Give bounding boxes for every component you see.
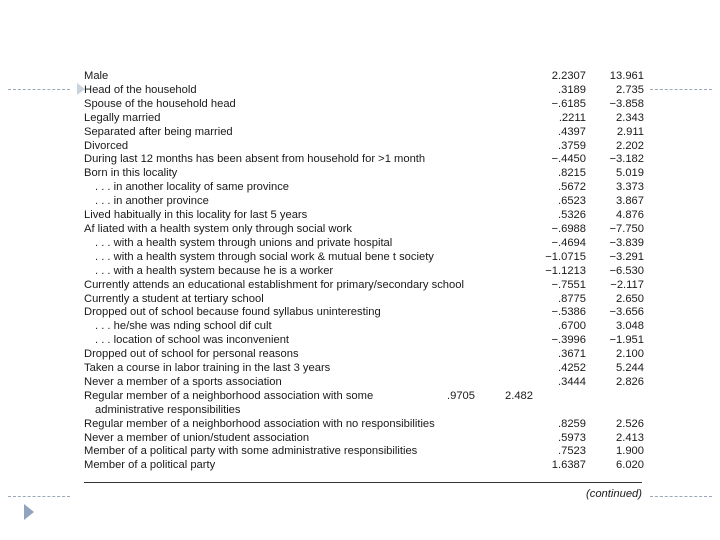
decorative-dash-line (8, 496, 70, 497)
row-label: Af liated with a health system only through social work (84, 222, 353, 235)
row-label: Taken a course in labor training in the last 3 years (84, 362, 331, 375)
table-row (84, 432, 644, 446)
row-label: Currently a student at tertiary school (84, 292, 264, 305)
row-label: Head of the household (84, 83, 197, 96)
table-row (84, 209, 644, 223)
table-row (84, 98, 644, 112)
table-row (84, 306, 644, 320)
row-label: Never a member of union/student association (84, 431, 310, 444)
row-t-statistic: 2.911 (616, 125, 644, 138)
row-coefficient: .4252 (558, 362, 586, 375)
row-label: During last 12 months has been absent from household for >1 month (84, 153, 426, 166)
row-coefficient: .9705 (447, 389, 475, 402)
row-coefficient: .6523 (558, 195, 586, 208)
row-label: Member of a political party with some administrative responsibilities (84, 445, 418, 458)
row-coefficient: −.4694 (551, 236, 586, 249)
row-t-statistic: −3.291 (609, 250, 644, 263)
table-row (84, 195, 644, 209)
row-label: Divorced (84, 139, 129, 152)
row-coefficient: .8259 (558, 417, 586, 430)
row-coefficient: .4397 (558, 125, 586, 138)
row-label: . . . he/she was nding school dif cult (95, 320, 272, 333)
row-coefficient: .5672 (558, 181, 586, 194)
row-label: Member of a political party (84, 459, 216, 472)
table-bottom-rule (84, 482, 642, 483)
decorative-dash-line (650, 89, 712, 90)
row-label: . . . with a health system through social work & mutual bene t society (95, 250, 434, 263)
row-label: . . . with a health system because he is a worker (95, 264, 334, 277)
row-coefficient: .3189 (558, 83, 586, 96)
row-label: Dropped out of school because found syllabus uninteresting (84, 306, 381, 319)
row-t-statistic: 2.826 (616, 375, 644, 388)
row-t-statistic: −3.839 (609, 236, 644, 249)
row-label: Currently attends an educational establishment for primary/secondary school (84, 278, 464, 291)
row-coefficient: −.6988 (551, 222, 586, 235)
row-t-statistic: −3.656 (609, 306, 644, 319)
table-row (84, 293, 644, 307)
row-label: Lived habitually in this locality for last 5 years (84, 209, 308, 222)
row-t-statistic: −7.750 (609, 222, 644, 235)
table-row (84, 348, 644, 362)
continued-note: (continued) (586, 488, 642, 500)
row-t-statistic: 4.876 (616, 209, 644, 222)
table-row (84, 167, 644, 181)
table-row (84, 279, 644, 293)
row-t-statistic: 2.202 (616, 139, 644, 152)
row-t-statistic: −3.182 (609, 153, 644, 166)
row-coefficient: −.6185 (551, 97, 586, 110)
table-row (84, 459, 644, 473)
table-row (84, 251, 644, 265)
slide-arrow-icon (24, 504, 34, 520)
row-t-statistic: 3.373 (616, 181, 644, 194)
row-coefficient: .8775 (558, 292, 586, 305)
row-coefficient: −.5386 (551, 306, 586, 319)
row-label: Legally married (84, 111, 161, 124)
table-row (84, 418, 644, 432)
row-coefficient: .5973 (558, 431, 586, 444)
row-coefficient: −.7551 (551, 278, 586, 291)
row-label: . . . with a health system through unions and private hospital (95, 236, 393, 249)
row-t-statistic: 1.900 (616, 445, 644, 458)
decorative-dash-line (8, 89, 70, 90)
row-t-statistic: 2.413 (616, 431, 644, 444)
table-row (84, 223, 644, 237)
row-coefficient: .3671 (558, 348, 586, 361)
row-coefficient: .5326 (558, 209, 586, 222)
table-row (84, 237, 644, 251)
row-t-statistic: −2.117 (610, 278, 644, 291)
row-t-statistic: −3.858 (609, 97, 644, 110)
row-label: Regular member of a neighborhood association with some administrative responsibilities (84, 389, 374, 416)
row-t-statistic: 5.019 (616, 167, 644, 180)
row-label: Born in this locality (84, 167, 178, 180)
row-label: Regular member of a neighborhood association with no responsibilities (84, 417, 435, 430)
row-t-statistic: 3.048 (616, 320, 644, 333)
table-row (84, 140, 644, 154)
row-t-statistic: 2.650 (616, 292, 644, 305)
row-t-statistic: 3.867 (616, 195, 644, 208)
row-t-statistic: 13.961 (609, 70, 644, 82)
row-coefficient: .8215 (558, 167, 586, 180)
table-row (84, 320, 644, 334)
table-row (84, 362, 644, 376)
row-t-statistic: −1.951 (609, 334, 644, 347)
table-row (84, 265, 644, 279)
table-row (84, 390, 644, 418)
row-label: Never a member of a sports association (84, 375, 282, 388)
row-t-statistic: 2.526 (616, 417, 644, 430)
row-coefficient: .2211 (558, 111, 586, 124)
row-label: . . . location of school was inconvenient (95, 334, 290, 347)
table-row (84, 84, 644, 98)
row-label: Spouse of the household head (84, 97, 236, 110)
row-t-statistic: −6.530 (609, 264, 644, 277)
row-label: Male (84, 70, 109, 82)
decorative-dash-line (650, 496, 712, 497)
row-coefficient: −.4450 (551, 153, 586, 166)
regression-table (84, 70, 644, 473)
table-row (84, 376, 644, 390)
table-row (84, 181, 644, 195)
row-coefficient: −.3996 (551, 334, 586, 347)
row-t-statistic: 6.020 (616, 459, 644, 472)
row-label: Separated after being married (84, 125, 233, 138)
row-coefficient: .7523 (558, 445, 586, 458)
table-row (84, 153, 644, 167)
row-label: Dropped out of school for personal reasons (84, 348, 299, 361)
table-row (84, 334, 644, 348)
table-row (84, 445, 644, 459)
row-label: . . . in another locality of same province (95, 181, 290, 194)
table-row (84, 112, 644, 126)
row-t-statistic: 2.343 (616, 111, 644, 124)
row-t-statistic: 2.482 (505, 389, 533, 402)
row-coefficient: 2.2307 (551, 70, 586, 82)
row-coefficient: −1.1213 (545, 264, 586, 277)
row-coefficient: 1.6387 (551, 459, 586, 472)
row-coefficient: .6700 (558, 320, 586, 333)
row-coefficient: .3444 (558, 375, 586, 388)
table-row (84, 70, 644, 84)
row-t-statistic: 5.244 (616, 362, 644, 375)
row-coefficient: −1.0715 (545, 250, 586, 263)
row-t-statistic: 2.735 (616, 83, 644, 96)
row-t-statistic: 2.100 (616, 348, 644, 361)
row-coefficient: .3759 (558, 139, 586, 152)
row-label: . . . in another province (95, 195, 209, 208)
table-row (84, 126, 644, 140)
